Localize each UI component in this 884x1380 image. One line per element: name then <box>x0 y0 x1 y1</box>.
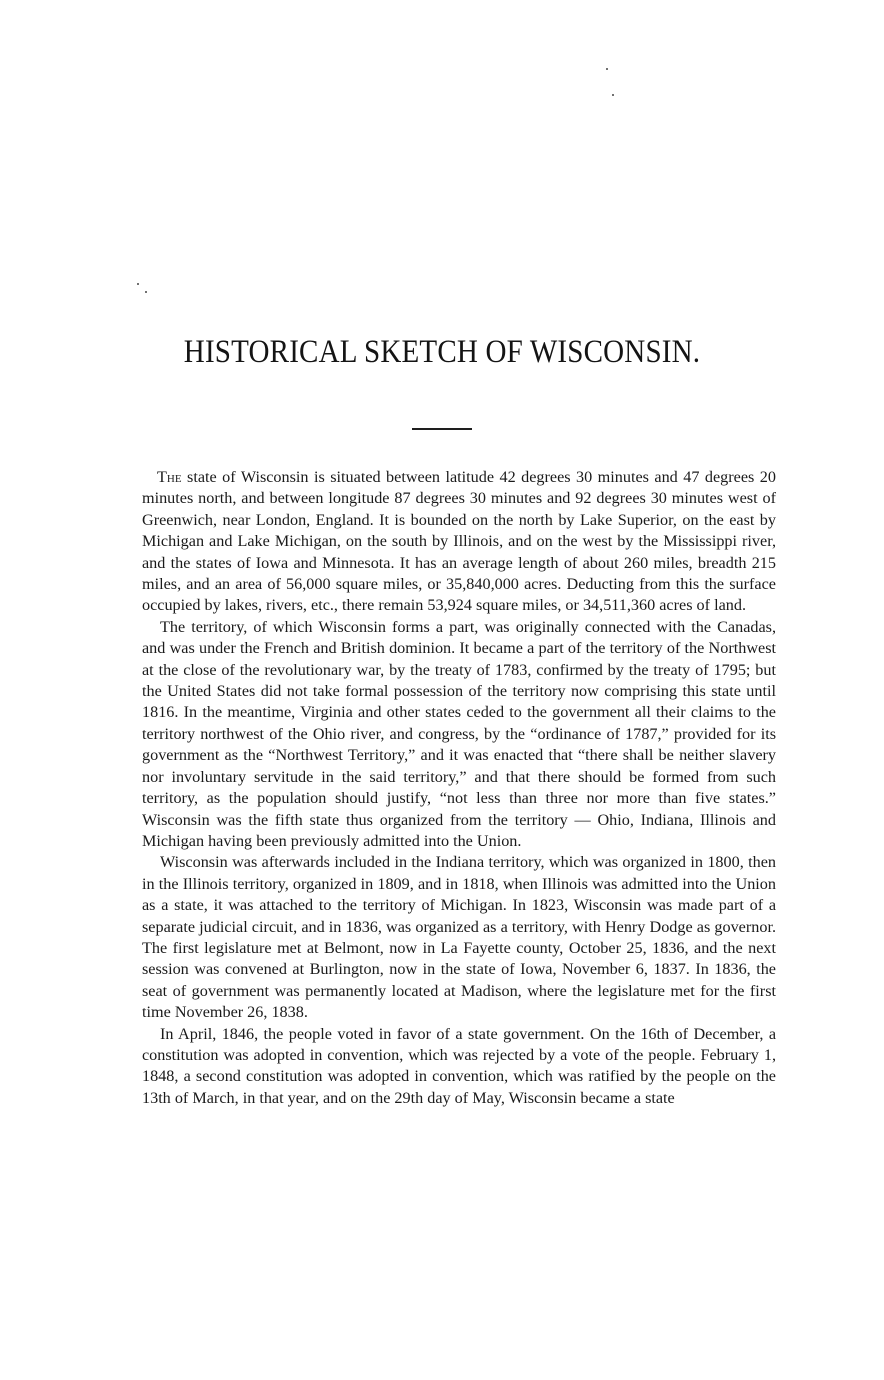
paragraph-4: In April, 1846, the people voted in favor of a state government. On the 16th of December, a constitution was adopted in convention, which was rejected by a vote of the people. February 1, 1848, a second constitution was adopted in convention, which was ratified by the people on the 13th of March, in that year, and on the 29th day of May, Wisconsin became a state <box>142 1024 776 1107</box>
scan-speck <box>612 94 614 96</box>
paragraph-1-text: state of Wisconsin is situated between latitude 42 degrees 30 minutes and 47 degrees 20 minutes north, and between longitude 87 degrees 30 minutes and 92 degrees 30 minutes west of Greenwich, near London, England. It is bounded on the north by Lake Superior, on the east by Michigan and Lake Michigan, on the south by Illinois, and on the west by the Mississippi river, and the states of Iowa and Minnesota. It has an average length of about 260 miles, breadth 215 miles, and an area of 56,000 square miles, or 35,840,000 acres. Deducting from this the surface occupied by lakes, rivers, etc., there remain 53,924 square miles, or 34,511,360 acres of land. <box>142 468 776 615</box>
body-text <box>142 467 776 1109</box>
title-divider <box>412 428 472 430</box>
paragraph-3: Wisconsin was afterwards included in the Indiana territory, which was organized in 1800, then in the Illinois territory, organized in 1809, and in 1818, when Illinois was admitted into the Union as a state, it was attached to the territory of Michigan. In 1823, Wisconsin was made part of a separate judicial circuit, and in 1836, was organized as a territory, with Henry Dodge as governor. The first legislature met at Belmont, now in La Fayette county, October 25, 1836, and the next session was convened at Burlington, now in the state of Iowa, November 6, 1837. In 1836, the seat of government was permanently located at Madison, where the legislature met for the first time November 26, 1838. <box>142 853 776 1022</box>
scan-speck <box>145 291 147 293</box>
paragraph-1 <box>142 467 776 617</box>
page-title: HISTORICAL SKETCH OF WISCONSIN. <box>183 334 701 370</box>
paragraph-2: The territory, of which Wisconsin forms a part, was originally connected with the Canadas, and was under the French and British dominion. It became a part of the territory of the Northwest at the close of the revolutionary war, by the treaty of 1783, confirmed by the treaty of 1795; but the United States did not take formal possession of the territory now comprising this state until 1816. In the meantime, Virginia and other states ceded to the government all their claims to the territory northwest of the Ohio river, and congress, by the “ordinance of 1787,” provided for its government as the “Northwest Territory,” and it was enacted that “there shall be neither slavery nor involuntary servitude in the said territory,” and that there should be formed from such territory, as the population should justify, “not less than three nor more than five states.” Wisconsin was the fifth state thus organized from the territory — Ohio, Indiana, Illinois and Michigan having been previously admitted into the Union. <box>142 617 776 850</box>
scan-speck <box>606 68 608 70</box>
drop-lead-word: The <box>157 468 182 486</box>
scan-speck <box>137 283 139 285</box>
